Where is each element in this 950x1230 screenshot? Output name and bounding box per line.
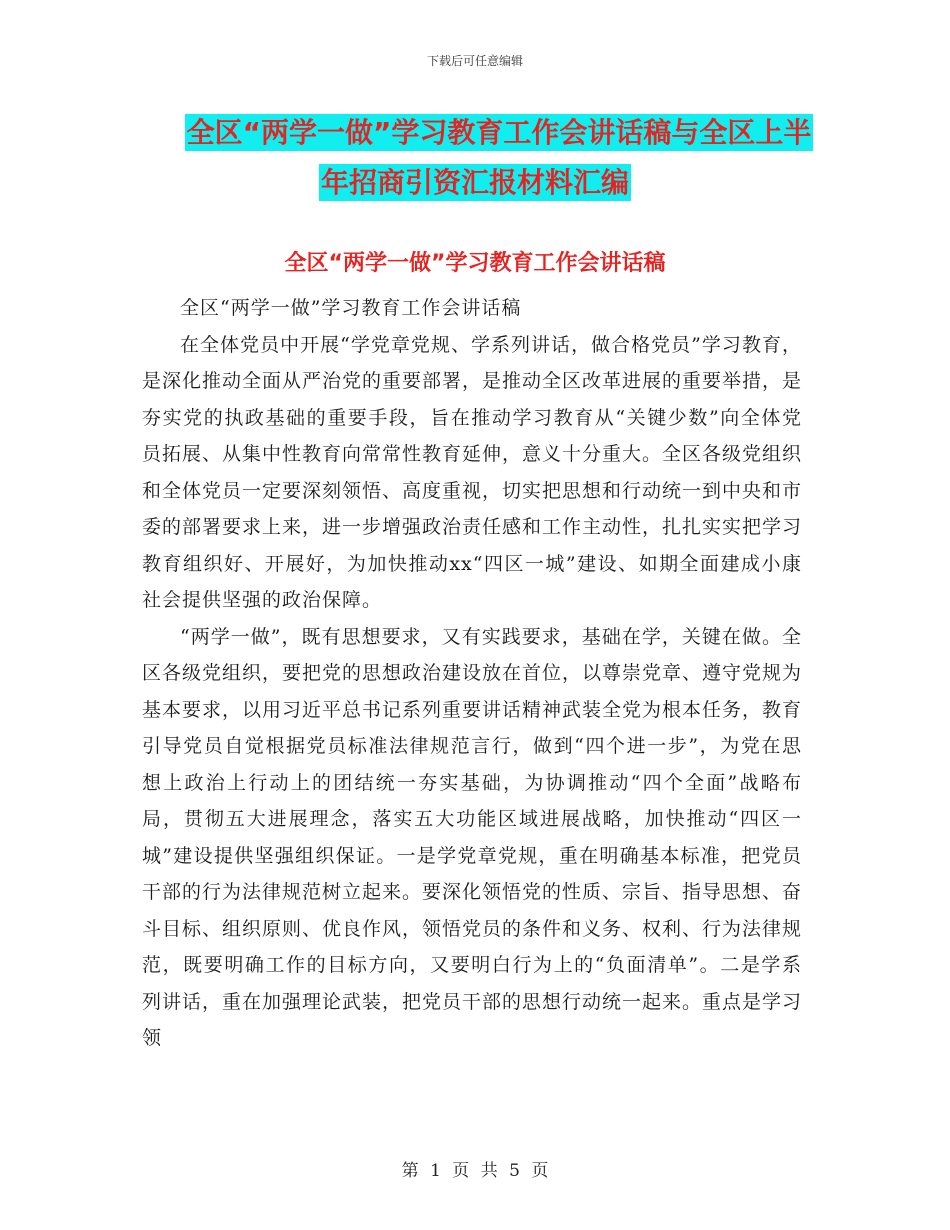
paragraph: 在全体党员中开展“学党章党规、学系列讲话，做合格党员”学习教育，是深化推动全面从严治党的重要部署，是推动全区改革进展的重要举措，是夯实党的执政基础的重要手段，旨在推动学习教育从“关键少数”向全体党员拓展、从集中性教育向常常性教育延伸，意义十分重大。全区各级党组织和全体党员一定要深刻领悟、高度重视，切实把思想和行动统一到中央和市委的部署要求上来，进一步增强政治责任感和工作主动性，扎扎实实把学习教育组织好、开展好，为加快推动xx“四区一城”建设、如期全面建成小康社会提供坚强的政治保障。 [142, 333, 803, 611]
section-title: 全区“两学一做”学习教育工作会讲话稿 [284, 251, 666, 276]
document-title [0, 108, 950, 208]
title-line-1: 全区“两学一做”学习教育工作会讲话稿与全区上半 [186, 116, 812, 149]
body-text [142, 290, 802, 1057]
paragraph: 全区“两学一做”学习教育工作会讲话稿 [180, 297, 522, 319]
paragraph: “两学一做”，既有思想要求，又有实践要求，基础在学，关键在做。全区各级党组织，要把党的思想政治建设放在首位，以尊崇党章、遵守党规为基本要求，以用习近平总书记系列重要讲话精神武装全党为根本任务，教育引导党员自觉根据党员标准法律规范言行，做到“四个进一步”，为党在思想上政治上行动上的团结统一夯实基础，为协调推动“四个全面”战略布局，贯彻五大进展理念，落实五大功能区域进展战略，加快推动“四区一城”建设提供坚强组织保证。一是学党章党规，重在明确基本标准，把党员干部的行为法律规范树立起来。要深化领悟党的性质、宗旨、指导思想、奋斗目标、组织原则、优良作风，领悟党员的条件和义务、权利、行为法律规范，既要明确工作的目标方向，又要明白行为上的“负面清单”。二是学系列讲话，重在加强理论武装，把党员干部的思想行动统一起来。重点是学习领 [142, 625, 803, 1049]
header-note: 下载后可任意编辑 [426, 54, 523, 68]
page-number-footer: 第 1 页 共 5 页 [401, 1161, 549, 1181]
title-line-2: 年招商引资汇报材料汇编 [320, 166, 629, 199]
